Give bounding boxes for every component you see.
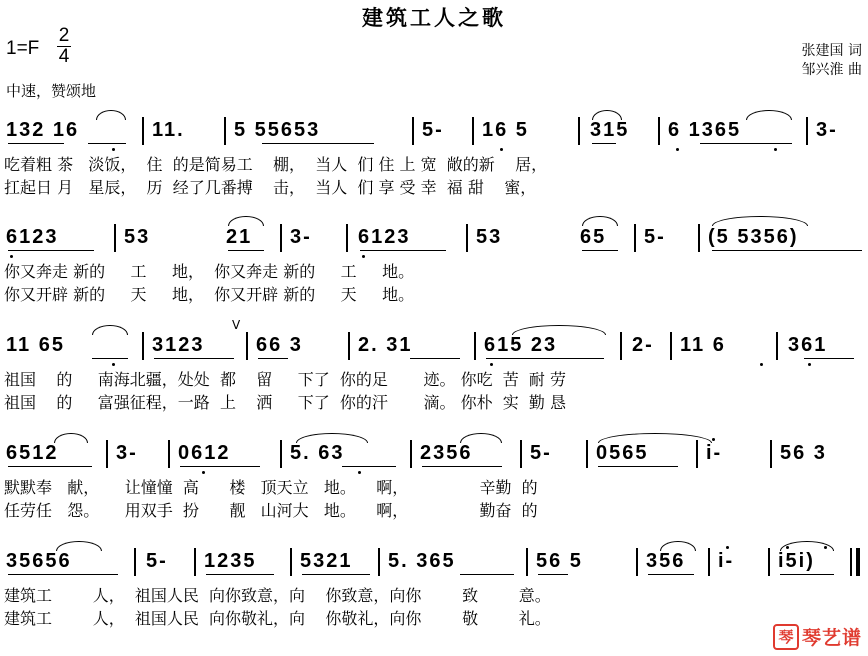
underline: [592, 143, 616, 144]
measure: 3-: [290, 226, 312, 248]
tie-arc: [92, 325, 128, 335]
time-signature: [57, 26, 71, 67]
barline: [578, 117, 580, 145]
low-octave-dot: [10, 255, 13, 258]
barline: [280, 440, 282, 468]
low-octave-dot: [112, 148, 115, 151]
tie-arc: [712, 216, 808, 226]
low-octave-dot: [358, 471, 361, 474]
underline: [302, 574, 370, 575]
lyric-verse-1: 建筑工 人， 祖国人民 向你致意，向 你致意，向你 致 意。: [4, 586, 551, 605]
underline: [648, 574, 694, 575]
underline: [410, 358, 460, 359]
measure: 53: [124, 226, 151, 248]
tie-arc: [592, 110, 622, 120]
measure: i-: [706, 442, 723, 464]
measure: 5. 365: [388, 550, 456, 572]
underline: [92, 358, 128, 359]
barline: [378, 548, 380, 576]
low-octave-dot: [362, 255, 365, 258]
tie-arc: [54, 433, 88, 443]
measure: 66 3: [256, 334, 303, 356]
barline: [224, 117, 226, 145]
measure: 6123: [358, 226, 411, 248]
underline: [206, 574, 274, 575]
measure: 5. 63: [290, 442, 345, 464]
measure: 21: [226, 226, 253, 248]
underline: [180, 466, 260, 467]
barline: [466, 224, 468, 252]
barline: [806, 117, 808, 145]
underline: [598, 466, 678, 467]
underline: [228, 250, 264, 251]
barline: [346, 224, 348, 252]
barline: [280, 224, 282, 252]
measure: 3-: [816, 119, 838, 141]
underline: [342, 466, 396, 467]
low-octave-dot: [490, 363, 493, 366]
measure: 6 1365: [668, 119, 742, 141]
barline: [472, 117, 474, 145]
measure: 5-: [530, 442, 552, 464]
measure: 5 55653: [234, 119, 321, 141]
underline: [460, 574, 514, 575]
measure: 5-: [644, 226, 666, 248]
measure: 65: [580, 226, 607, 248]
notation-line: [0, 549, 868, 579]
barline: [698, 224, 700, 252]
underline: [582, 250, 618, 251]
measure: 11.: [152, 119, 185, 141]
underline: [538, 574, 568, 575]
underline: [712, 250, 862, 251]
lyric-verse-2: 扛起日 月 星辰， 历 经了几番搏 击， 当人 们 享 受 幸 福 甜 蜜，: [4, 178, 537, 197]
tie-arc: [598, 433, 712, 443]
lyric-verse-1: 祖国 的 南海北疆，处处 都 留 下了 你的足 迹。 你吃 苦 耐 劳: [4, 370, 567, 389]
final-barline-thick: [856, 548, 860, 576]
time-signature-top: 2: [58, 25, 70, 46]
tie-arc: [296, 433, 368, 443]
measure: 3123: [152, 334, 205, 356]
barline: [246, 332, 248, 360]
tie-arc: [746, 110, 792, 120]
underline: [88, 143, 126, 144]
tie-arc: [96, 110, 126, 120]
measure: 6512: [6, 442, 59, 464]
measure: 0565: [596, 442, 649, 464]
measure: 35656: [6, 550, 72, 572]
lyricist: 张建国 词: [801, 43, 862, 59]
tie-arc: [582, 216, 618, 226]
barline: [620, 332, 622, 360]
measure: 132 16: [6, 119, 80, 141]
composer: 邹兴淮 曲: [801, 62, 862, 78]
barline: [658, 117, 660, 145]
tie-arc: [228, 216, 264, 226]
low-octave-dot: [808, 363, 811, 366]
underline: [8, 574, 118, 575]
barline: [670, 332, 672, 360]
high-octave-dot: [712, 438, 715, 441]
barline: [106, 440, 108, 468]
logo-text: 琴艺谱: [801, 627, 862, 649]
measure: 615 23: [484, 334, 558, 356]
watermark-logo: [773, 623, 862, 650]
barline: [410, 440, 412, 468]
tie-arc: [660, 541, 696, 551]
barline: [770, 440, 772, 468]
measure: i5i): [778, 550, 815, 572]
measure: 53: [476, 226, 503, 248]
barline: [520, 440, 522, 468]
lyric-verse-1: 吃着粗 茶 淡饭， 住 的是简易工 棚， 当人 们 住 上 宽 敞的新 居，: [4, 155, 548, 174]
underline: [8, 143, 64, 144]
measure: 11 6: [680, 334, 726, 356]
barline: [526, 548, 528, 576]
low-octave-dot: [760, 363, 763, 366]
lyric-verse-1: 你又奔走 新的 工 地， 你又奔走 新的 工 地。: [4, 262, 415, 281]
underline: [258, 358, 288, 359]
underline: [780, 574, 834, 575]
lyric-verse-2: 你又开辟 新的 天 地， 你又开辟 新的 天 地。: [4, 285, 415, 304]
song-title: 建筑工人之歌: [362, 6, 506, 30]
measure: 2. 31: [358, 334, 413, 356]
measure: i-: [718, 550, 735, 572]
barline: [636, 548, 638, 576]
measure: 56 5: [536, 550, 583, 572]
time-signature-bottom: 4: [58, 46, 70, 67]
credits: [802, 42, 862, 80]
measure: 356: [646, 550, 686, 572]
barline: [776, 332, 778, 360]
lyric-verse-2: 祖国 的 富强征程，一路 上 洒 下了 你的汗 滴。 你朴 实 勤 恳: [4, 393, 567, 412]
barline: [142, 117, 144, 145]
tie-arc: [512, 325, 606, 335]
barline: [114, 224, 116, 252]
underline: [360, 250, 446, 251]
barline: [586, 440, 588, 468]
measure: 11 65: [6, 334, 65, 356]
measure: 5-: [146, 550, 168, 572]
barline: [134, 548, 136, 576]
underline: [486, 358, 604, 359]
measure: 16 5: [482, 119, 529, 141]
measure: (5 5356): [708, 226, 799, 248]
measure: 1235: [204, 550, 257, 572]
key-signature: 1=F: [6, 38, 40, 59]
underline: [804, 358, 854, 359]
low-octave-dot: [774, 148, 777, 151]
lyric-verse-2: 任劳任 怨。 用双手 扮 靓 山河大 地。 啊， 勤奋 的: [4, 501, 538, 520]
measure: 315: [590, 119, 630, 141]
tie-arc: [460, 433, 502, 443]
lyric-verse-1: 默默奉 献， 让憧憧 高 楼 顶天立 地。 啊， 辛勤 的: [4, 478, 538, 497]
low-octave-dot: [500, 148, 503, 151]
tempo-marking: 中速，赞颂地: [6, 82, 97, 100]
barline: [474, 332, 476, 360]
underline: [8, 466, 92, 467]
low-octave-dot: [112, 363, 115, 366]
underline: [262, 143, 374, 144]
barline: [412, 117, 414, 145]
measure: 0612: [178, 442, 231, 464]
barline: [142, 332, 144, 360]
barline: [634, 224, 636, 252]
measure: 3-: [116, 442, 138, 464]
measure: 5-: [422, 119, 444, 141]
high-octave-dot: [786, 546, 789, 549]
barline: [348, 332, 350, 360]
logo-icon: 琴: [773, 624, 799, 650]
underline: [700, 143, 792, 144]
underline: [422, 466, 502, 467]
underline: [8, 250, 94, 251]
barline: [708, 548, 710, 576]
final-barline-thin: [850, 548, 852, 576]
underline: [154, 358, 234, 359]
lyric-verse-2: 建筑工 人， 祖国人民 向你敬礼，向 你敬礼，向你 敬 礼。: [4, 609, 551, 628]
measure: 6123: [6, 226, 59, 248]
low-octave-dot: [676, 148, 679, 151]
measure: 56 3: [780, 442, 827, 464]
high-octave-dot: [824, 546, 827, 549]
low-octave-dot: [202, 471, 205, 474]
measure: 2-: [632, 334, 654, 356]
breath-mark: V: [232, 318, 241, 332]
tie-arc: [56, 541, 102, 551]
high-octave-dot: [726, 546, 729, 549]
barline: [696, 440, 698, 468]
barline: [168, 440, 170, 468]
barline: [768, 548, 770, 576]
barline: [194, 548, 196, 576]
barline: [290, 548, 292, 576]
measure: 2356: [420, 442, 473, 464]
measure: 5321: [300, 550, 353, 572]
measure: 361: [788, 334, 828, 356]
